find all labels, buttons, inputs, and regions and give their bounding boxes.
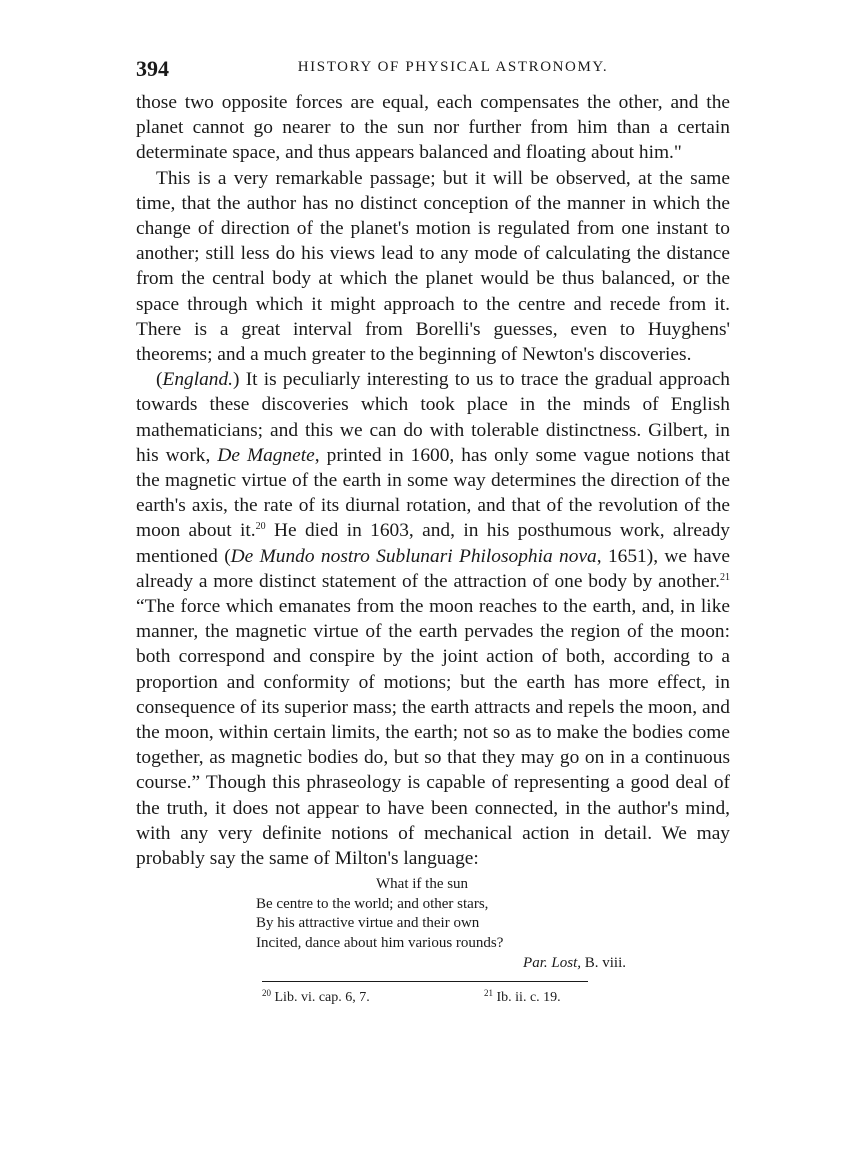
page-number: 394: [136, 56, 169, 81]
paragraph-remarkable-passage: [136, 166, 730, 368]
verse-quotation: [256, 875, 730, 973]
text-run: He died in 1603, and, in his posthumous work, already mentioned (: [136, 520, 730, 567]
footnote-mark: 20: [262, 988, 271, 999]
section-label-england: England.: [162, 369, 234, 391]
text-run: “The force which emanates from the moon reaches to the earth, and, in like manner, the magnetic virtue of the earth pervades the region of the moon: both correspond and conspire by the joint action of both, according to a proportion and conformity of motions; but the earth has more effect, in consequence of its superior mass; the earth attracts and repels the moon, and the moon, within certain limits, the earth; not so as to make the bodies come together, as magnetic bodies do, but so that they may go on in a continuous course.” Though this phraseology is capable of representing a good deal of the truth, it does not appear to have been connected, in the author's mind, with any very definite notions of mechanical action in detail. We may probably say the same of Milton's language:: [136, 596, 730, 870]
text-run: ) It is peculiarly interesting to us to trace the gradual approach towards these discoveries which took place in the minds of English mathematicians; and this we can do with tolerable distinctness. Gilbert, in his work,: [136, 369, 730, 466]
attribution-book: B. viii.: [580, 954, 626, 971]
footnote-mark: 21: [484, 988, 493, 999]
text-run: , printed in 1600, has only some vague notions that the magnetic virtue of the earth in some way determines the direction of the earth's axis, the rate of its diurnal rotation, and that of the revolution of the moon about it.: [136, 444, 730, 542]
text-run: , 1651), we have already a more distinct statement of the attraction of one body by another.: [136, 545, 730, 592]
footnote-text: Lib. vi. cap. 6, 7.: [271, 990, 370, 1006]
footnotes: [136, 990, 730, 1012]
paragraph-continuation: [136, 90, 730, 166]
footnote-ref-21: 21: [720, 571, 730, 583]
text-run: those two opposite forces are equal, each compensates the other, and the planet cannot go nearer to the sun nor further from him than a certain determinate space, and thus appears balanced and floating about him.": [136, 92, 730, 164]
footnote-text: Ib. ii. c. 19.: [493, 990, 561, 1006]
verse-attribution: [256, 954, 626, 974]
verse-line: Be centre to the world; and other stars,: [256, 895, 489, 912]
attribution-title: Par. Lost,: [523, 954, 581, 971]
footnote-20: [262, 990, 370, 1006]
running-head: HISTORY OF PHYSICAL ASTRONOMY.: [297, 59, 609, 75]
text-run: This is a very remarkable passage; but it will be observed, at the same time, that the author has no distinct conception of the manner in which the change of direction of the planet's motion is regulated from one instant to another; still less do his views lead to any mode of calculating the distance from the central body at which the planet would be thus balanced, or the space through which it might approach to the centre and recede from it. There is a great interval from Borelli's guesses, even to Huyghens' theorems; and a much greater to the beginning of Newton's discoveries.: [136, 167, 730, 366]
title-de-magnete: De Magnete: [217, 444, 315, 466]
verse-line: By his attractive virtue and their own: [256, 915, 480, 932]
title-de-mundo: De Mundo nostro Sublunari Philosophia nova: [230, 545, 597, 567]
text-run: (: [156, 369, 163, 391]
footnote-ref-20: 20: [255, 521, 266, 533]
paragraph-england: [136, 367, 730, 871]
body-text: [136, 90, 730, 871]
verse-line: Incited, dance about him various rounds?: [256, 935, 504, 952]
footnote-rule: [262, 981, 588, 982]
footnote-21: [484, 990, 561, 1006]
verse-line: What if the sun: [376, 876, 469, 893]
page-header: [136, 56, 730, 90]
